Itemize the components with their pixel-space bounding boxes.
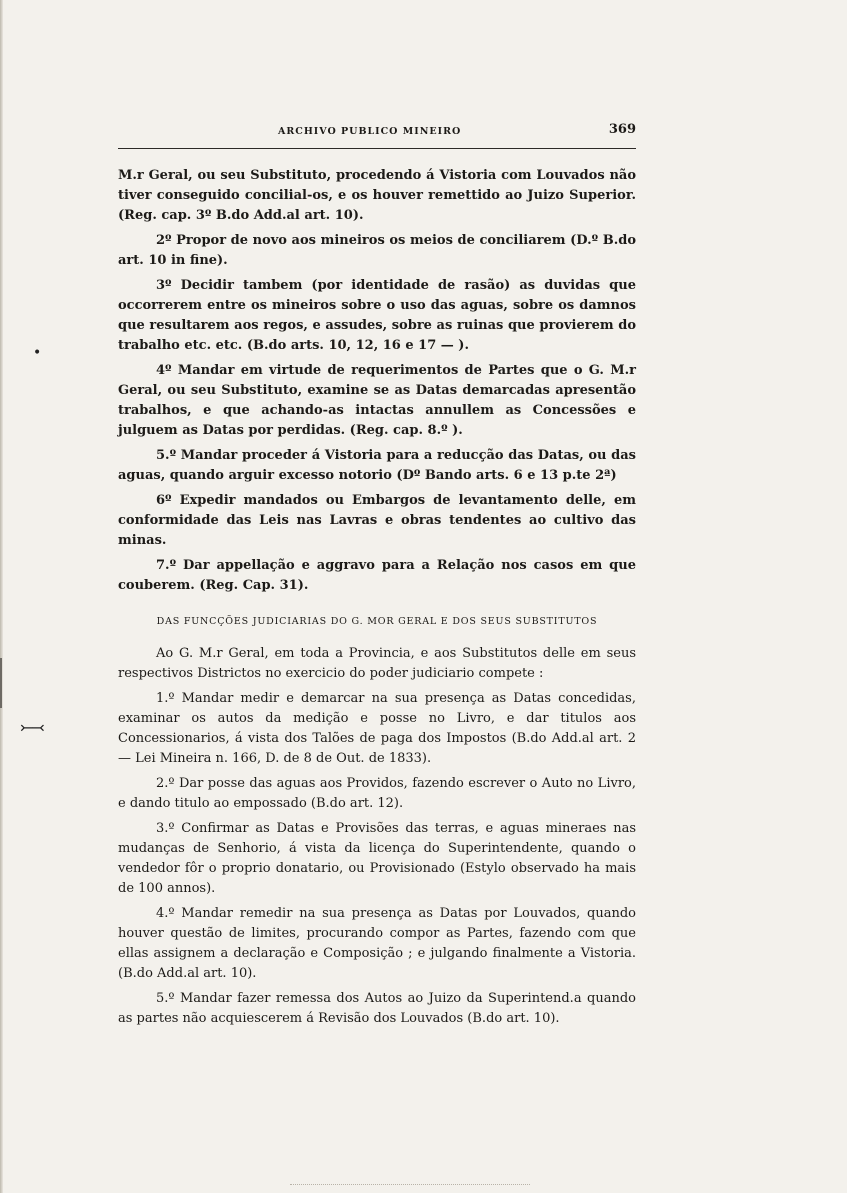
scan-artifact-dots [290,1184,530,1191]
header-rule [118,148,636,149]
page-number: 369 [608,122,636,137]
paragraph-continuation: M.r Geral, ou seu Substituto, procedendo á Vistoria com Louvados não tiver conseguido concilial-os, e os houver remettido ao Juizo Superior. (Reg. cap. 3º B.do Add.al art. 10). [118,168,636,223]
margin-tick-mark: ⤚⤙ [20,718,43,737]
scan-edge [0,0,3,1193]
paragraph-intro: Ao G. M.r Geral, em toda a Provincia, e aos Substitutos delle em seus respectivos Districtos no exercicio do poder judiciario compete : [118,646,636,681]
paragraph-judicial-5: 5.º Mandar fazer remessa dos Autos ao Juizo da Superintend.a quando as partes não acquiescerem á Revisão dos Louvados (B.do art. 10). [118,991,636,1026]
page-header [118,122,636,144]
paragraph-item-3: 3º Decidir tambem (por identidade de rasão) as duvidas que occorrerem entre os mineiros sobre o uso das aguas, sobre os damnos que resultarem aos regos, e assudes, sobre as ruinas que provierem do trabalho etc. etc. (B.do arts. 10, 12, 16 e 17 — ). [118,278,636,353]
section-title: DAS FUNCÇÕES JUDICIARIAS DO G. MOR GERAL E DOS SEUS SUBSTITUTOS [156,616,598,627]
paragraph-item-2: 2º Propor de novo aos mineiros os meios de conciliarem (D.º B.do art. 10 in fine). [118,233,636,268]
paragraph-item-7: 7.º Dar appellação e aggravo para a Relação nos casos em que couberem. (Reg. Cap. 31). [118,558,636,593]
paragraph-item-4: 4º Mandar em virtude de requerimentos de Partes que o G. M.r Geral, ou seu Substituto, examine se as Datas demarcadas apresentão trabalhos, e que achando-as intactas annullem as Concessões e julguem as Datas por perdidas. (Reg. cap. 8.º ). [118,363,636,438]
paragraph-judicial-1: 1.º Mandar medir e demarcar na sua presença as Datas concedidas, examinar os autos da medição e posse no Livro, e dar titulos aos Concessionarios, á vista dos Talões de paga dos Impostos (B.do Add.al art. 2 — Lei Mineira n. 166, D. de 8 de Out. de 1833). [118,691,636,766]
paragraph-item-6: 6º Expedir mandados ou Embargos de levantamento delle, em conformidade das Leis nas Lavras e obras tendentes ao cultivo das minas. [118,493,636,548]
running-title: ARCHIVO PUBLICO MINEIRO [278,126,462,137]
page-body [118,166,636,1034]
margin-line [0,658,2,708]
paragraph-judicial-3: 3.º Confirmar as Datas e Provisões das terras, e aguas mineraes nas mudanças de Senhorio, á vista da licença do Superintendente, quando o vendedor fôr o proprio donatario, ou Provisionado (Estylo observado ha mais de 100 annos). [118,821,636,896]
paragraph-item-5: 5.º Mandar proceder á Vistoria para a reducção das Datas, ou das aguas, quando arguir excesso notorio (Dº Bando arts. 6 e 13 p.te 2ª) [118,448,636,483]
paragraph-judicial-2: 2.º Dar posse das aguas aos Providos, fazendo escrever o Auto no Livro, e dando titulo ao empossado (B.do art. 12). [118,776,636,811]
paragraph-judicial-4: 4.º Mandar remedir na sua presença as Datas por Louvados, quando houver questão de limites, procurando compor as Partes, fazendo com que ellas assignem a declaração e Composição ; e julgando finalmente a Vistoria. (B.do Add.al art. 10). [118,906,636,981]
margin-bullet-mark: • [33,345,42,361]
